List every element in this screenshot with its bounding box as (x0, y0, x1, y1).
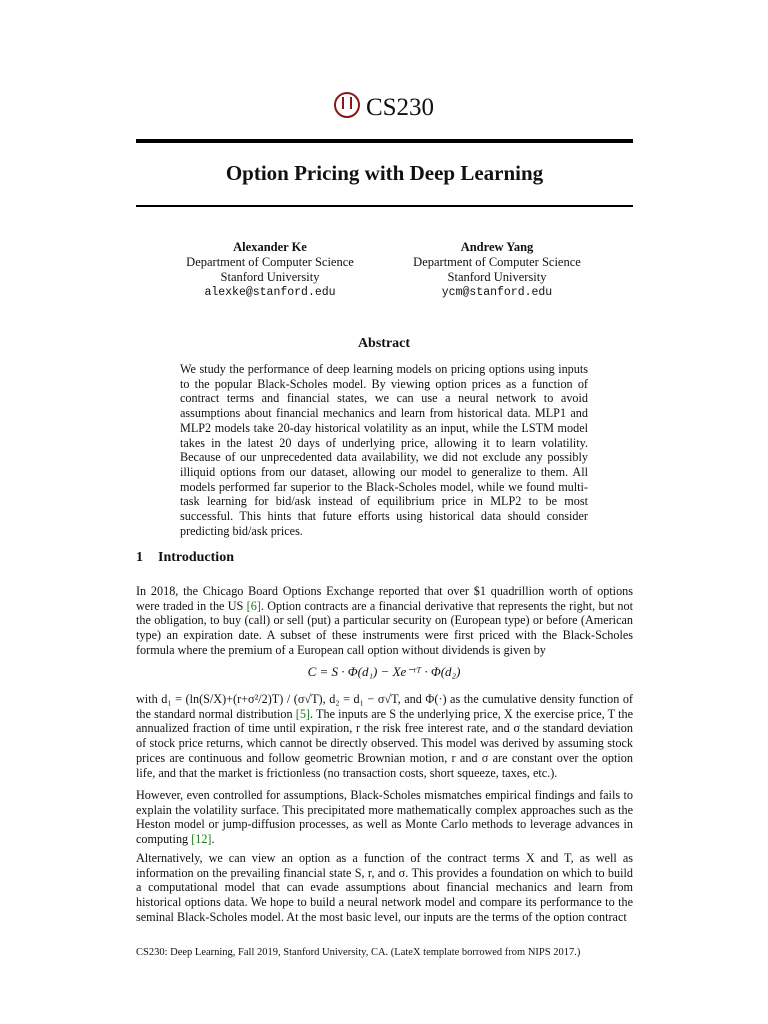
stanford-seal-icon (334, 92, 360, 118)
intro-paragraph-2 (136, 692, 633, 780)
section-number: 1 (136, 550, 143, 565)
paragraph-text: . The inputs are S the underlying price, X the exercise price, T the annualized fraction of time until expiration, r the risk free interest rate, and σ the standard deviation of stock price returns, which cannot be directly observed. This model was derived by assuming stock prices are continuous and follow geometric Brownian motion, r and σ are constant over the option life, and that the market is frictionless (no transaction costs, short squeeze, taxes, etc.). (136, 706, 633, 780)
intro-paragraph-4: Alternatively, we can view an option as a function of the contract terms X and T, as well as information on the prevailing financial state S, r, and σ. This provides a foundation on which to build a computational model that can evade assumptions about financial mechanics and learn from historical options data. We hope to build a neural network model and compare its performance to the seminal Black-Scholes model. At the most basic level, our inputs are the terms of the option contract (136, 851, 633, 924)
author-block (377, 240, 617, 300)
paper-title: Option Pricing with Deep Learning (225, 161, 544, 185)
intro-paragraph-1 (136, 584, 633, 658)
course-label: CS230 (365, 94, 435, 121)
abstract-heading: Abstract (357, 336, 411, 351)
paragraph-text: However, even controlled for assumptions, Black-Scholes mismatches empirical findings and fails to explain the volatility surface. This precipitated more mathematically complex approaches such as the Heston model or jump-diffusion processes, as well as Monte Carlo methods to leverage advances in computing (136, 788, 633, 847)
footnote: CS230: Deep Learning, Fall 2019, Stanford University, CA. (LateX template borrowed from NIPS 2017.) (136, 947, 581, 958)
section-title: Introduction (158, 550, 234, 565)
course-header (0, 92, 768, 123)
title-rule-bottom (136, 205, 633, 207)
paragraph-text: with d₁ = (ln(S/X)+(r+σ²/2)T) / (σ√T), d₂ = d₁ − σ√T, and Φ(·) as the cumulative density function of the standard normal distribution (136, 692, 633, 721)
author-email[interactable]: ycm@stanford.edu (441, 286, 553, 299)
author-email[interactable]: alexke@stanford.edu (204, 286, 336, 299)
paragraph-text: In 2018, the Chicago Board Options Exchange reported that over $1 quadrillion worth of options were traded in the US (136, 584, 633, 613)
paragraph-text: . Option contracts are a financial derivative that represents the right, but not the obligation, to buy (call) or sell (put) a particular security on (European type) or before (American type) an expiration date. A subset of these instruments were first priced with the Black-Scholes formula where the premium of a European call option without dividends is given by (136, 598, 633, 657)
abstract-text: We study the performance of deep learning models on pricing options using inputs to the popular Black-Scholes model. By viewing option prices as a function of contract terms and financial states, we can use a neural network to avoid assumptions about financial mechanics and learn from historical data. MLP1 and MLP2 models take 20-day historical volatility as an input, while the LSTM model takes in the latest 20 days of underlying price, allowing it to learn volatility. Because of our unprecedented data availability, we did not exclude any possibly illiquid options from our dataset, allowing our model to generalize to them. All models performed far superior to the Black-Scholes model, while we found multi-task learning for bid/ask instead of equilibrium price in MLP2 to be most successful. This hints that future efforts using historical data should consider predicting bid/ask prices. (180, 362, 588, 538)
author-university: Stanford University (447, 270, 547, 284)
author-university: Stanford University (220, 270, 320, 284)
intro-paragraph-3 (136, 788, 633, 847)
citation-link[interactable]: [5] (295, 706, 310, 721)
section-heading (136, 550, 234, 566)
author-name: Alexander Ke (233, 240, 307, 254)
title-rule-top (136, 139, 633, 143)
author-name: Andrew Yang (460, 240, 534, 254)
author-block (150, 240, 390, 300)
citation-link[interactable]: [12] (191, 832, 212, 847)
citation-link[interactable]: [6] (246, 598, 261, 613)
author-department: Department of Computer Science (413, 255, 581, 269)
paragraph-text: . (211, 832, 215, 847)
black-scholes-equation: C = S · Φ(d₁) − Xe⁻ʳᵀ · Φ(d₂) (307, 664, 461, 679)
author-department: Department of Computer Science (186, 255, 354, 269)
